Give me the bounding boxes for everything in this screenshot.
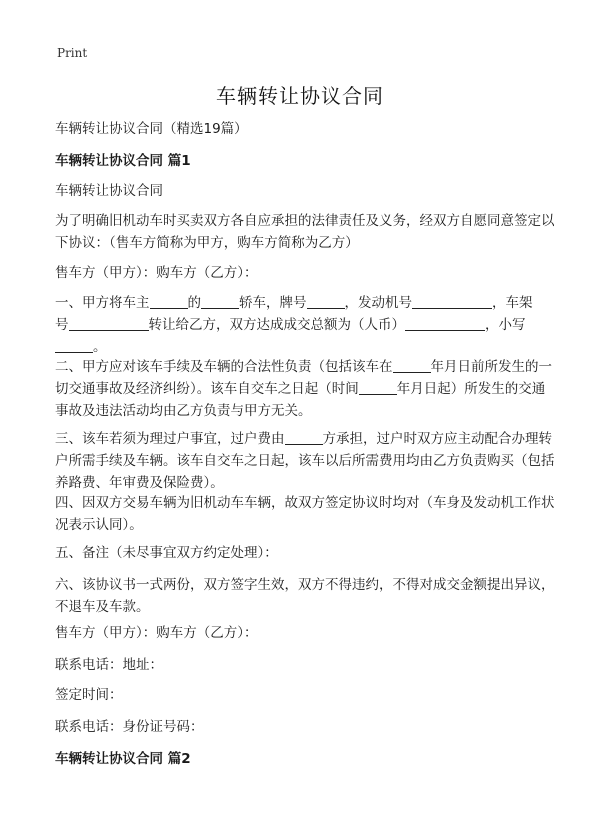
contact-id-line: 联系电话：身份证号码： [55, 719, 204, 735]
clause-1-text: 号 [55, 317, 69, 333]
clause-3-text: 三、该车若须为理过户事宜，过户费由 [55, 431, 285, 447]
clause-1-text: 轿车，牌号 [239, 295, 307, 311]
clause-5: 五、备注（未尽事宜双方约定处理）： [55, 545, 278, 561]
clause-1 [55, 292, 555, 358]
owner-blank[interactable] [150, 294, 188, 309]
sign-date-line: 签定时间： [55, 687, 123, 703]
section-heading-1: 车辆转让协议合同 篇1 [55, 153, 191, 169]
clause-1-text: 一、甲方将车主 [55, 295, 150, 311]
clause-1-text: ，发动机号 [344, 295, 412, 311]
intro-paragraph: 为了明确旧机动车时买卖双方各自应承担的法律责任及义务，经双方自愿同意签定以下协议：（售车方简称为甲方，购车方简称为乙方） [55, 213, 555, 251]
amount-uppercase-blank[interactable] [405, 316, 485, 331]
transfer-fee-party-blank[interactable] [285, 430, 323, 445]
clause-1-text: 。 [93, 339, 107, 355]
plate-number-blank[interactable] [307, 294, 345, 309]
clause-6: 六、该协议书一式两份，双方签字生效，双方不得违约，不得对成交金额提出异议，不退车及车款。 [55, 577, 555, 615]
frame-number-blank[interactable] [69, 316, 149, 331]
document-title: 车辆转让协议合同 [216, 84, 384, 108]
document-subtitle: 车辆转让协议合同（精选19篇） [55, 121, 248, 137]
parties-line: 售车方（甲方）：购车方（乙方）： [55, 265, 258, 281]
clause-1-text: ，小写 [485, 317, 526, 333]
clause-1-text: 的 [187, 295, 201, 311]
print-label: Print [57, 46, 88, 60]
amount-lowercase-blank[interactable] [55, 338, 93, 353]
engine-number-blank[interactable] [412, 294, 492, 309]
date-before-blank[interactable] [393, 358, 431, 373]
car-model-blank[interactable] [201, 294, 239, 309]
clause-2-text: 年月日前所发生的一切交通事故及经济纠纷）。该车自交车之日起（时间 [55, 359, 552, 397]
clause-2 [55, 356, 555, 422]
clause-2-text: 年月日起）所发生的交通事故及违法活动均由乙方负责与甲方无关。 [55, 381, 546, 419]
clause-4: 四、因双方交易车辆为旧机动车车辆，故双方签定协议时均对（车身及发动机工作状况表示认同）。 [55, 495, 555, 533]
contact-address-line: 联系电话：地址： [55, 657, 163, 673]
clause-3 [55, 428, 555, 494]
parties-line-2: 售车方（甲方）：购车方（乙方）： [55, 625, 258, 641]
clause-1-text: 转让给乙方，双方达成成交总额为（人币） [148, 317, 405, 333]
clause-2-text: 二、甲方应对该车手续及车辆的合法性负责（包括该车在 [55, 359, 393, 375]
contract-heading: 车辆转让协议合同 [55, 183, 163, 199]
handover-date-blank[interactable] [359, 380, 397, 395]
section-heading-2: 车辆转让协议合同 篇2 [55, 751, 191, 767]
clause-3-text: 方承担，过户时双方应主动配合办理转户所需手续及车辆。该车自交车之日起，该车以后所需费用均由乙方负责购买（包括养路费、年审费及保险费）。 [55, 431, 555, 491]
clause-1-text: ，车架 [492, 295, 533, 311]
